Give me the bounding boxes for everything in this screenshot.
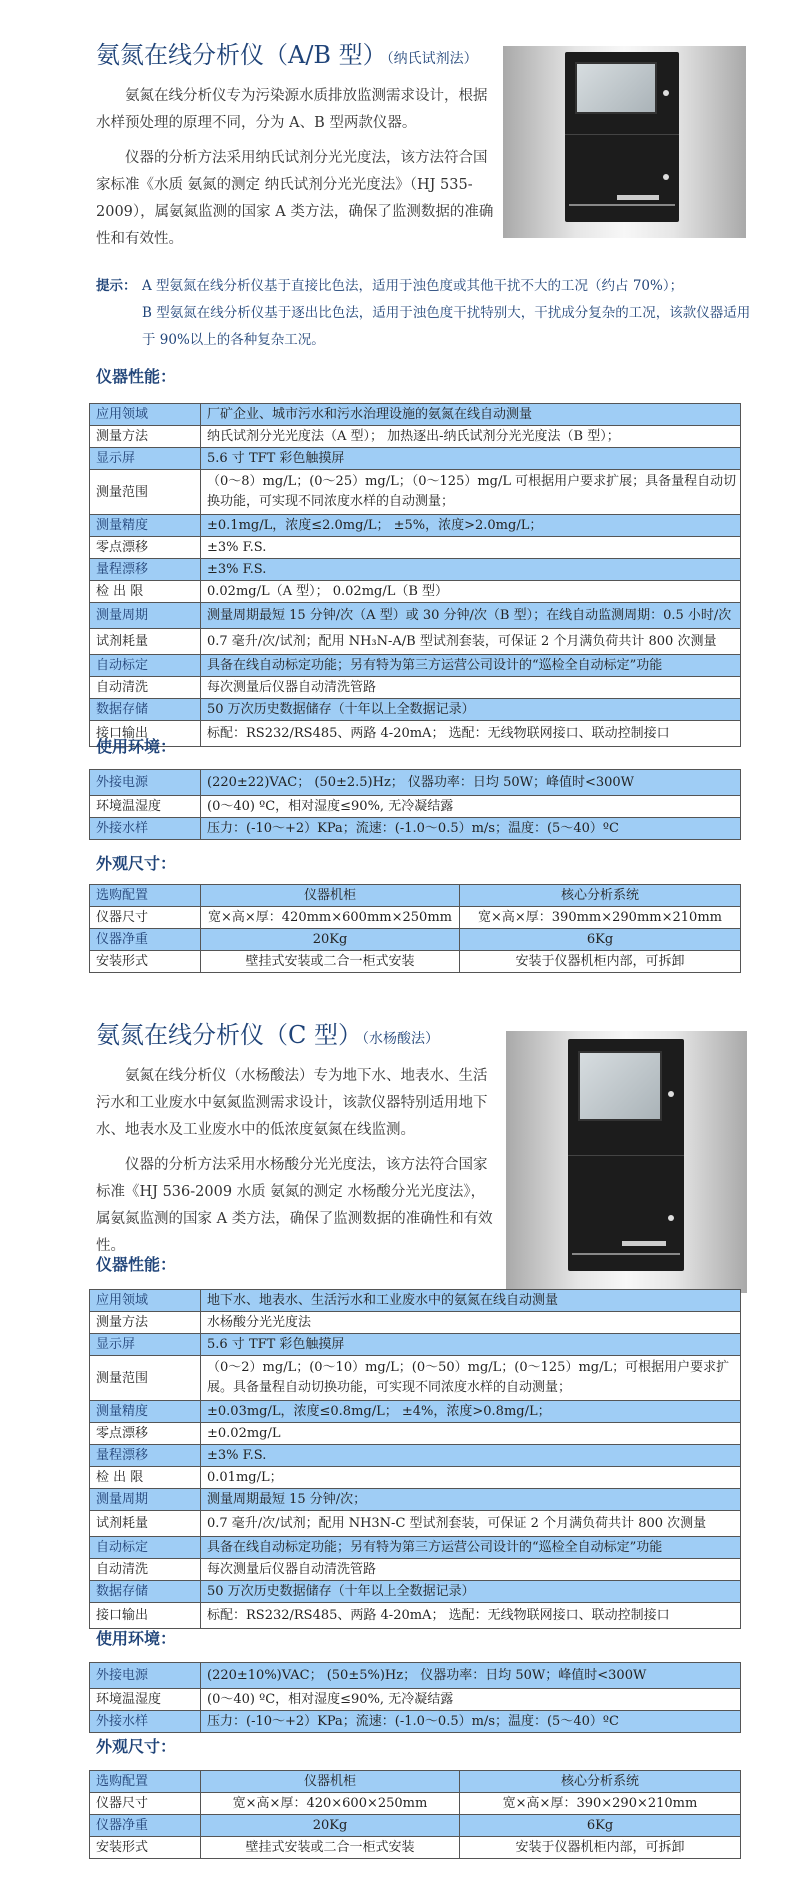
cabinet-value: 宽×高×厚：420mm×600mm×250mm xyxy=(201,907,460,929)
door-lock-icon xyxy=(663,90,669,96)
table-row xyxy=(90,1312,741,1334)
core-system-value: 6Kg xyxy=(460,929,741,951)
analyzer-cabinet xyxy=(568,1039,684,1271)
row-label: 仪器净重 xyxy=(90,1815,201,1837)
environment-table xyxy=(89,769,741,840)
dimensions-table xyxy=(89,884,741,973)
dimensions-heading: 外观尺寸： xyxy=(96,854,177,873)
row-value: ±0.03mg/L，浓度≤0.8mg/L； ±4%，浓度>0.8mg/L； xyxy=(201,1401,741,1423)
core-system-value: 安装于仪器机柜内部，可拆卸 xyxy=(460,1837,741,1859)
column-header: 选购配置 xyxy=(90,885,201,907)
row-label: 应用领域 xyxy=(90,1290,201,1312)
table-row xyxy=(90,907,741,929)
table-row xyxy=(90,1837,741,1859)
row-value: 纳氏试剂分光光度法（A 型）； 加热逐出-纳氏试剂分光光度法（B 型）； xyxy=(201,426,741,448)
dimensions-heading: 外观尺寸： xyxy=(96,1737,177,1756)
row-label: 接口输出 xyxy=(90,1603,201,1629)
row-value: 水杨酸分光光度法 xyxy=(201,1312,741,1334)
table-header-row xyxy=(90,885,741,907)
title-text: 氨氮在线分析仪（C 型） xyxy=(96,1021,362,1049)
table-row xyxy=(90,1511,741,1537)
row-label: 显示屏 xyxy=(90,1334,201,1356)
door-lock-icon xyxy=(663,174,669,180)
table-row xyxy=(90,1815,741,1837)
row-label: 环境温湿度 xyxy=(90,796,201,818)
performance-heading: 仪器性能： xyxy=(96,1255,177,1274)
row-label: 零点漂移 xyxy=(90,537,201,559)
row-label: 仪器净重 xyxy=(90,929,201,951)
product-title xyxy=(96,1020,439,1054)
door-lock-icon xyxy=(668,1091,674,1097)
table-row xyxy=(90,1445,741,1467)
row-label: 外接水样 xyxy=(90,818,201,840)
row-value: (0～40) ºC，相对湿度≤90%, 无冷凝结露 xyxy=(201,1689,741,1711)
row-label: 外接电源 xyxy=(90,1663,201,1689)
cabinet-value: 20Kg xyxy=(201,1815,460,1837)
row-label: 零点漂移 xyxy=(90,1423,201,1445)
table-row xyxy=(90,796,741,818)
row-label: 自动清洗 xyxy=(90,677,201,699)
row-label: 测量范围 xyxy=(90,470,201,515)
column-header: 仪器机柜 xyxy=(201,885,460,907)
row-label: 自动标定 xyxy=(90,655,201,677)
row-label: 仪器尺寸 xyxy=(90,907,201,929)
row-value: （0～8）mg/L；(0～25）mg/L；（0～125）mg/L 可根据用户要求扩展；具备量程自动切换功能，可实现不同浓度水样的自动测量； xyxy=(201,470,741,515)
row-label: 测量方法 xyxy=(90,426,201,448)
row-label: 检 出 限 xyxy=(90,1467,201,1489)
table-row xyxy=(90,426,741,448)
row-value: （0～2）mg/L；(0～10）mg/L；(0～50）mg/L；(0～125）mg/L；可根据用户要求扩展。具备量程自动切换功能，可实现不同浓度水样的自动测量； xyxy=(201,1356,741,1401)
row-label: 数据存储 xyxy=(90,699,201,721)
table-row xyxy=(90,1603,741,1629)
hint-line: A 型氨氮在线分析仪基于直接比色法，适用于浊色度或其他干扰不大的工况（约占 70%）； xyxy=(142,278,684,294)
row-value: (220±22)VAC； (50±2.5)Hz； 仪器功率：日均 50W；峰值时<300W xyxy=(201,770,741,796)
table-row xyxy=(90,1401,741,1423)
description-paragraph: 氨氮在线分析仪（水杨酸法）专为地下水、地表水、生活污水和工业废水中氨氮监测需求设计，该款仪器特别适用地下水、地表水及工业废水中的低浓度氨氮在线监测。 xyxy=(96,1068,488,1138)
row-value: 每次测量后仪器自动清洗管路 xyxy=(201,677,741,699)
base-rail xyxy=(569,204,675,206)
title-text: 氨氮在线分析仪（A/B 型） xyxy=(96,41,387,69)
hint-line: B 型氨氮在线分析仪基于逐出比色法，适用于浊色度干扰特别大，干扰成分复杂的工况，该款仪器适用于 90%以上的各种复杂工况。 xyxy=(142,305,751,348)
row-value: ±0.1mg/L，浓度≤2.0mg/L； ±5%，浓度>2.0mg/L； xyxy=(201,515,741,537)
row-value: 具备在线自动标定功能；另有特为第三方运营公司设计的“巡检全自动标定”功能 xyxy=(201,1537,741,1559)
table-row xyxy=(90,1489,741,1511)
table-row xyxy=(90,448,741,470)
description xyxy=(96,83,494,261)
nameplate xyxy=(622,1241,666,1246)
table-row xyxy=(90,677,741,699)
core-system-value: 宽×高×厚：390×290×210mm xyxy=(460,1793,741,1815)
table-row xyxy=(90,537,741,559)
description-paragraph: 仪器的分析方法采用水杨酸分光光度法，该方法符合国家标准《HJ 536-2009 水质 氨氮的测定 水杨酸分光光度法》，属氨氮监测的国家 A 类方法，确保了监测数据的准确性和有效性。 xyxy=(96,1157,493,1254)
analyzer-cabinet xyxy=(565,52,679,222)
viewing-window xyxy=(578,1051,662,1121)
hint-note xyxy=(96,273,756,354)
base-rail xyxy=(572,1253,680,1255)
table-row xyxy=(90,559,741,581)
performance-table xyxy=(89,403,741,747)
core-system-value: 宽×高×厚：390mm×290mm×210mm xyxy=(460,907,741,929)
column-header: 选购配置 xyxy=(90,1771,201,1793)
cabinet-value: 壁挂式安装或二合一柜式安装 xyxy=(201,951,460,973)
core-system-value: 6Kg xyxy=(460,1815,741,1837)
row-label: 接口输出 xyxy=(90,721,201,747)
performance-table xyxy=(89,1289,741,1629)
row-value: 具备在线自动标定功能；另有特为第三方运营公司设计的“巡检全自动标定”功能 xyxy=(201,655,741,677)
row-label: 安装形式 xyxy=(90,951,201,973)
row-value: 压力：(-10～+2）KPa；流速：(-1.0～0.5）m/s；温度：(5～40）ºC xyxy=(201,1711,741,1733)
row-value: 0.02mg/L（A 型）； 0.02mg/L（B 型） xyxy=(201,581,741,603)
environment-heading: 使用环境： xyxy=(96,1629,177,1648)
row-label: 试剂耗量 xyxy=(90,629,201,655)
product-photo xyxy=(503,46,746,238)
dimensions-table xyxy=(89,1770,741,1859)
table-row xyxy=(90,699,741,721)
table-row xyxy=(90,655,741,677)
table-row xyxy=(90,470,741,515)
cabinet-value: 20Kg xyxy=(201,929,460,951)
row-value: 0.7 毫升/次/试剂；配用 NH3N-C 型试剂套装，可保证 2 个月满负荷共计 800 次测量 xyxy=(201,1511,741,1537)
table-row xyxy=(90,951,741,973)
table-header-row xyxy=(90,1771,741,1793)
performance-heading: 仪器性能： xyxy=(96,367,177,386)
hint-label: 提示： xyxy=(96,278,137,294)
table-row xyxy=(90,515,741,537)
product-title xyxy=(96,40,478,74)
table-row xyxy=(90,1581,741,1603)
row-label: 外接水样 xyxy=(90,1711,201,1733)
column-header: 仪器机柜 xyxy=(201,1771,460,1793)
table-row xyxy=(90,629,741,655)
description xyxy=(96,1063,494,1268)
row-value: ±3% F.S. xyxy=(201,537,741,559)
row-value: 标配：RS232/RS485、两路 4-20mA； 选配：无线物联网接口、联动控制接口 xyxy=(201,1603,741,1629)
table-row xyxy=(90,1334,741,1356)
cabinet-value: 壁挂式安装或二合一柜式安装 xyxy=(201,1837,460,1859)
row-label: 测量范围 xyxy=(90,1356,201,1401)
row-value: 每次测量后仪器自动清洗管路 xyxy=(201,1559,741,1581)
row-value: 地下水、地表水、生活污水和工业废水中的氨氮在线自动测量 xyxy=(201,1290,741,1312)
row-value: ±3% F.S. xyxy=(201,1445,741,1467)
row-label: 显示屏 xyxy=(90,448,201,470)
environment-heading: 使用环境： xyxy=(96,737,177,756)
row-label: 试剂耗量 xyxy=(90,1511,201,1537)
row-value: ±0.02mg/L xyxy=(201,1423,741,1445)
row-label: 测量方法 xyxy=(90,1312,201,1334)
table-row xyxy=(90,721,741,747)
row-label: 测量周期 xyxy=(90,603,201,629)
row-label: 应用领域 xyxy=(90,404,201,426)
row-value: (0～40) ºC，相对湿度≤90%, 无冷凝结露 xyxy=(201,796,741,818)
row-label: 测量精度 xyxy=(90,1401,201,1423)
table-row xyxy=(90,770,741,796)
table-row xyxy=(90,603,741,629)
door-lock-icon xyxy=(668,1215,674,1221)
row-value: 厂矿企业、城市污水和污水治理设施的氨氮在线自动测量 xyxy=(201,404,741,426)
title-method: （水杨酸法） xyxy=(362,1031,439,1047)
door-divider xyxy=(565,134,679,135)
row-value: 0.01mg/L； xyxy=(201,1467,741,1489)
table-row xyxy=(90,1290,741,1312)
row-label: 数据存储 xyxy=(90,1581,201,1603)
row-value: 50 万次历史数据储存（十年以上全数据记录） xyxy=(201,699,741,721)
table-row xyxy=(90,929,741,951)
row-label: 测量周期 xyxy=(90,1489,201,1511)
product-photo xyxy=(506,1031,747,1293)
row-value: 测量周期最短 15 分钟/次； xyxy=(201,1489,741,1511)
row-label: 自动标定 xyxy=(90,1537,201,1559)
table-row xyxy=(90,1663,741,1689)
table-row xyxy=(90,1689,741,1711)
title-method: （纳氏试剂法） xyxy=(386,51,478,67)
table-row xyxy=(90,1793,741,1815)
row-label: 自动清洗 xyxy=(90,1559,201,1581)
description-paragraph: 氨氮在线分析仪专为污染源水质排放监测需求设计，根据水样预处理的原理不同，分为 A、B 型两款仪器。 xyxy=(96,88,488,131)
environment-table xyxy=(89,1662,741,1733)
cabinet-value: 宽×高×厚：420×600×250mm xyxy=(201,1793,460,1815)
core-system-value: 安装于仪器机柜内部，可拆卸 xyxy=(460,951,741,973)
row-value: 0.7 毫升/次/试剂；配用 NH₃N-A/B 型试剂套装，可保证 2 个月满负荷共计 800 次测量 xyxy=(201,629,741,655)
row-value: 50 万次历史数据储存（十年以上全数据记录） xyxy=(201,1581,741,1603)
row-label: 仪器尺寸 xyxy=(90,1793,201,1815)
table-row xyxy=(90,1559,741,1581)
row-value: 压力：(-10～+2）KPa；流速：(-1.0～0.5）m/s；温度：(5～40）ºC xyxy=(201,818,741,840)
row-label: 量程漂移 xyxy=(90,1445,201,1467)
row-label: 环境温湿度 xyxy=(90,1689,201,1711)
table-row xyxy=(90,404,741,426)
column-header: 核心分析系统 xyxy=(460,885,741,907)
table-row xyxy=(90,818,741,840)
door-divider xyxy=(568,1155,684,1156)
viewing-window xyxy=(575,62,657,114)
row-value: 测量周期最短 15 分钟/次（A 型）或 30 分钟/次（B 型）；在线自动监测周期：0.5 小时/次 xyxy=(201,603,741,629)
row-label: 外接电源 xyxy=(90,770,201,796)
row-value: 5.6 寸 TFT 彩色触摸屏 xyxy=(201,448,741,470)
row-label: 检 出 限 xyxy=(90,581,201,603)
row-value: (220±10%)VAC； (50±5%)Hz； 仪器功率：日均 50W；峰值时<300W xyxy=(201,1663,741,1689)
row-label: 安装形式 xyxy=(90,1837,201,1859)
table-row xyxy=(90,581,741,603)
nameplate xyxy=(617,195,659,200)
table-row xyxy=(90,1537,741,1559)
row-value: 标配：RS232/RS485、两路 4-20mA； 选配：无线物联网接口、联动控制接口 xyxy=(201,721,741,747)
row-label: 量程漂移 xyxy=(90,559,201,581)
row-value: ±3% F.S. xyxy=(201,559,741,581)
row-value: 5.6 寸 TFT 彩色触摸屏 xyxy=(201,1334,741,1356)
table-row xyxy=(90,1423,741,1445)
table-row xyxy=(90,1711,741,1733)
description-paragraph: 仪器的分析方法采用纳氏试剂分光光度法，该方法符合国家标准《水质 氨氮的测定 纳氏试剂分光光度法》（HJ 535-2009），属氨氮监测的国家 A 类方法，确保了监测数据的准确性和有效性。 xyxy=(96,150,494,247)
row-label: 测量精度 xyxy=(90,515,201,537)
column-header: 核心分析系统 xyxy=(460,1771,741,1793)
table-row xyxy=(90,1356,741,1401)
table-row xyxy=(90,1467,741,1489)
